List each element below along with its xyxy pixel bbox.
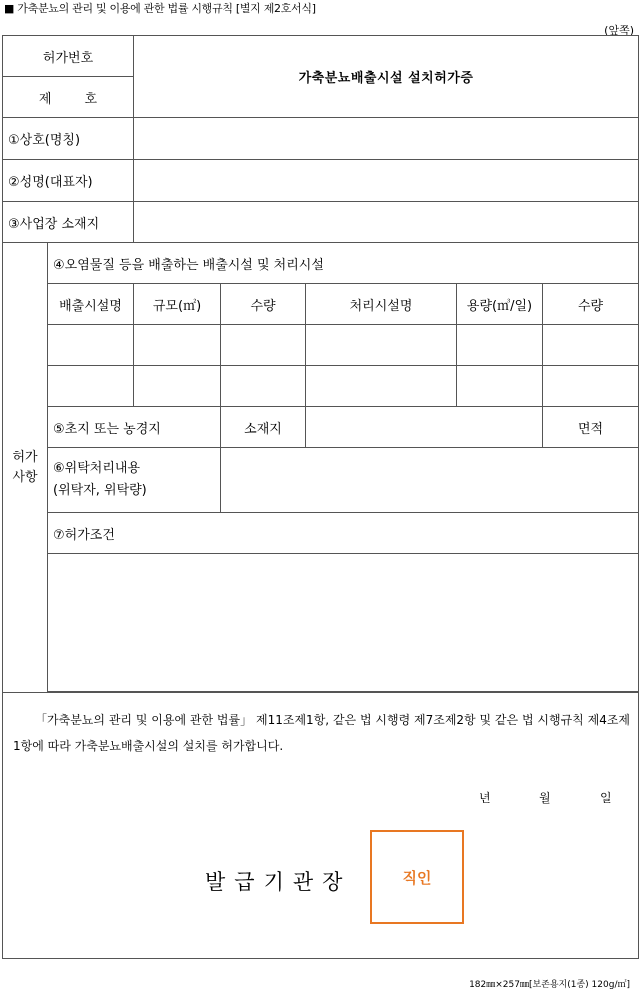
facility-cell[interactable] — [48, 366, 134, 407]
representative-label: ②성명(대표자) — [3, 160, 134, 202]
permit-section-label: 허가 사항 — [3, 243, 48, 693]
col-capacity: 용량(㎥/일) — [457, 284, 543, 325]
date-year: 년 — [479, 791, 491, 805]
permit-form — [2, 35, 639, 959]
treatment-cell[interactable] — [306, 366, 457, 407]
official-seal-box — [370, 830, 464, 924]
capacity-cell[interactable] — [457, 366, 543, 407]
form-reference: ■ 가축분뇨의 관리 및 이용에 관한 법률 시행규칙 [별지 제2호서식] — [4, 2, 316, 15]
grassland-label: ⑤초지 또는 농경지 — [48, 407, 221, 448]
quantity-cell[interactable] — [221, 325, 306, 366]
consignment-label-line2: (위탁자, 위탁량) — [53, 483, 147, 498]
paper-spec-footer: 182㎜×257㎜[보존용지(1종) 120g/㎡] — [469, 980, 630, 990]
page-side-label: (앞쪽) — [604, 24, 634, 37]
address-label: 소재지 — [221, 407, 306, 448]
statement-text: 「가축분뇨의 관리 및 이용에 관한 법률」 제11조제1항, 같은 법 시행령 제7조제2항 및 같은 법 시행규칙 제4조제1항에 따라 가축분뇨배출시설의 설치를 허가합니다. — [13, 713, 631, 753]
scale-cell[interactable] — [134, 325, 221, 366]
date-month: 월 — [539, 791, 551, 805]
issuer-title: 발급기관장 — [205, 870, 352, 894]
seal-label: 직인 — [402, 868, 432, 887]
permit-number-label: 허가번호 — [3, 36, 134, 77]
permit-number-field[interactable]: 제 호 — [3, 77, 134, 118]
scale-cell[interactable] — [134, 366, 221, 407]
date-day: 일 — [600, 791, 612, 805]
capacity-cell[interactable] — [457, 325, 543, 366]
business-name-field[interactable] — [134, 118, 639, 160]
treatment-quantity-cell[interactable] — [543, 325, 639, 366]
consignment-label — [48, 448, 221, 513]
quantity-cell[interactable] — [221, 366, 306, 407]
address-field[interactable] — [306, 407, 543, 448]
location-label: ③사업장 소재지 — [3, 202, 134, 243]
col-treatment-quantity: 수량 — [543, 284, 639, 325]
business-name-label: ①상호(명칭) — [3, 118, 134, 160]
table-row — [3, 366, 639, 407]
col-quantity: 수량 — [221, 284, 306, 325]
issuance-statement — [3, 693, 639, 959]
document-title: 가축분뇨배출시설 설치허가증 — [134, 36, 639, 118]
area-label: 면적 — [543, 407, 639, 448]
col-facility-name: 배출시설명 — [48, 284, 134, 325]
location-field[interactable] — [134, 202, 639, 243]
facility-cell[interactable] — [48, 325, 134, 366]
facilities-heading: ④오염물질 등을 배출하는 배출시설 및 처리시설 — [48, 243, 639, 284]
conditions-label: ⑦허가조건 — [48, 513, 639, 554]
col-scale: 규모(㎡) — [134, 284, 221, 325]
col-treatment-name: 처리시설명 — [306, 284, 457, 325]
conditions-field[interactable] — [48, 554, 639, 692]
treatment-cell[interactable] — [306, 325, 457, 366]
consignment-label-line1: ⑥위탁처리내용 — [53, 461, 141, 476]
representative-field[interactable] — [134, 160, 639, 202]
consignment-field[interactable] — [221, 448, 639, 513]
table-row — [3, 325, 639, 366]
treatment-quantity-cell[interactable] — [543, 366, 639, 407]
